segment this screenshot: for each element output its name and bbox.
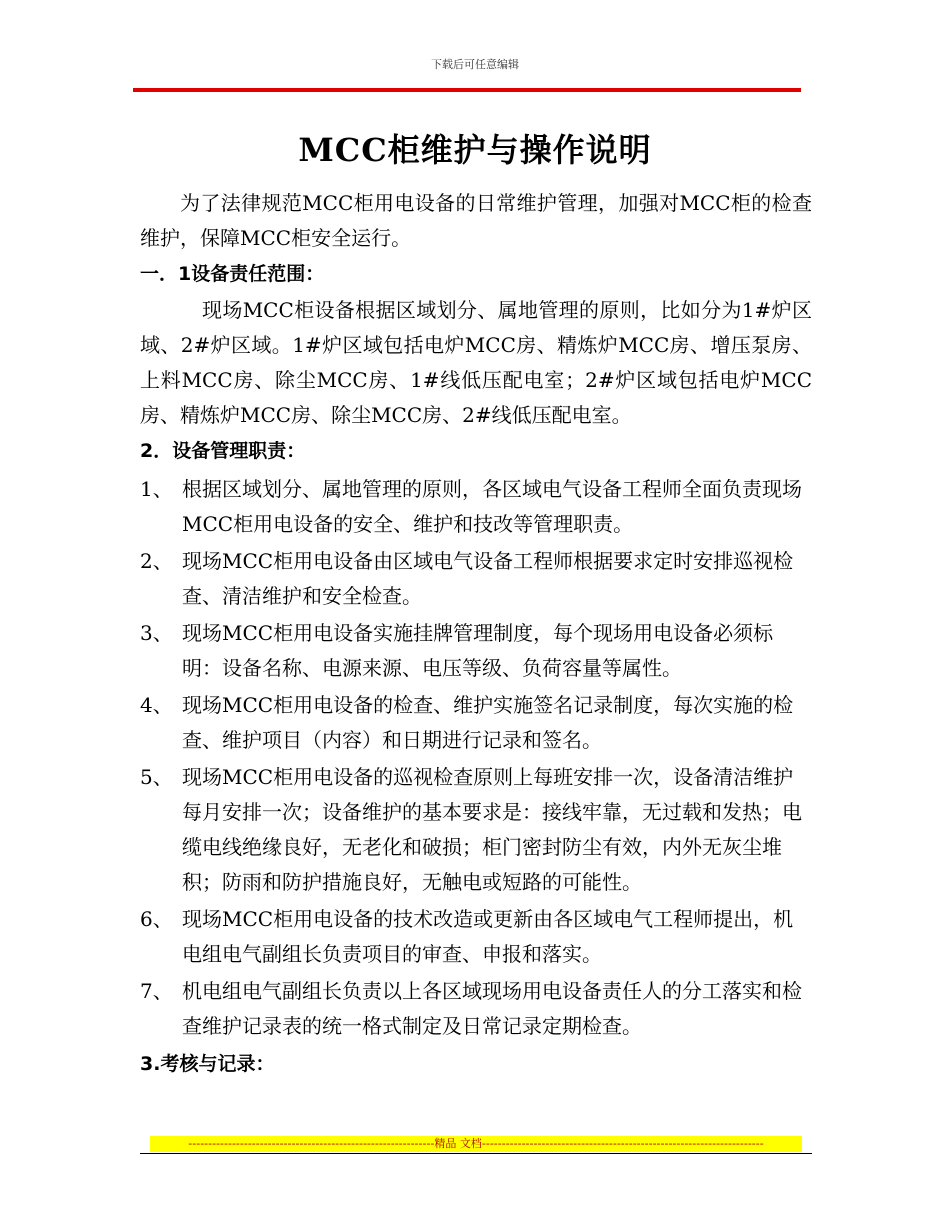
section-2-heading: 2．设备管理职责： <box>140 440 306 462</box>
list-item <box>140 974 812 1044</box>
list-item <box>140 472 812 542</box>
list-item-number: 7、 <box>140 979 173 1003</box>
list-item-number: 4、 <box>140 693 173 717</box>
list-item <box>140 760 812 900</box>
document-title: MCC柜维护与操作说明 <box>298 131 652 169</box>
section-1-heading: 一．1设备责任范围： <box>140 263 325 285</box>
list-item <box>140 688 812 758</box>
list-item-number: 6、 <box>140 907 173 931</box>
list-item-number: 3、 <box>140 621 173 645</box>
footer-divider <box>140 1153 812 1154</box>
list-item <box>140 902 812 972</box>
header-note: 下载后可任意编辑 <box>431 58 519 71</box>
document-body <box>140 186 812 1083</box>
intro-paragraph: 为了法律规范MCC柜用电设备的日常维护管理，加强对MCC柜的检查维护，保障MCC柜安全运行。 <box>140 191 812 250</box>
header-divider <box>133 88 801 92</box>
list-item-text: 根据区域划分、属地管理的原则，各区域电气设备工程师全面负责现场MCC柜用电设备的安全、维护和技改等管理职责。 <box>182 477 802 536</box>
list-item <box>140 544 812 614</box>
list-item <box>140 616 812 686</box>
list-item-text: 机电组电气副组长负责以上各区域现场用电设备责任人的分工落实和检查维护记录表的统一格式制定及日常记录定期检查。 <box>182 979 802 1038</box>
list-item-number: 2、 <box>140 549 173 573</box>
responsibility-list <box>140 472 812 1044</box>
list-item-text: 现场MCC柜用电设备的检查、维护实施签名记录制度，每次实施的检查、维护项目（内容）和日期进行记录和签名。 <box>182 693 794 752</box>
list-item-text: 现场MCC柜用电设备的巡视检查原则上每班安排一次，设备清洁维护每月安排一次；设备维护的基本要求是：接线牢靠，无过载和发热；电缆电线绝缘良好，无老化和破损；柜门密封防尘有效，内外无灰尘堆积；防雨和防护措施良好，无触电或短路的可能性。 <box>182 765 802 894</box>
section-3-heading: 3.考核与记录： <box>140 1053 275 1075</box>
section-1-body: 现场MCC柜设备根据区域划分、属地管理的原则，比如分为1#炉区域、2#炉区域。1#炉区域包括电炉MCC房、精炼炉MCC房、增压泵房、上料MCC房、除尘MCC房、1#线低压配电室；2#炉区域包括电炉MCC房、精炼炉MCC房、除尘MCC房、2#线低压配电室。 <box>140 298 812 427</box>
list-item-text: 现场MCC柜用电设备的技术改造或更新由各区域电气工程师提出，机电组电气副组长负责项目的审查、申报和落实。 <box>182 907 794 966</box>
list-item-text: 现场MCC柜用电设备由区域电气设备工程师根据要求定时安排巡视检查、清洁维护和安全检查。 <box>182 549 794 608</box>
list-item-text: 现场MCC柜用电设备实施挂牌管理制度，每个现场用电设备必须标明：设备名称、电源来源、电压等级、负荷容量等属性。 <box>182 621 774 680</box>
list-item-number: 1、 <box>140 477 173 501</box>
list-item-number: 5、 <box>140 765 173 789</box>
footer-banner: --------------------------------------------------------------精品 文档----------------------------------------------------------------------- <box>150 1136 802 1152</box>
